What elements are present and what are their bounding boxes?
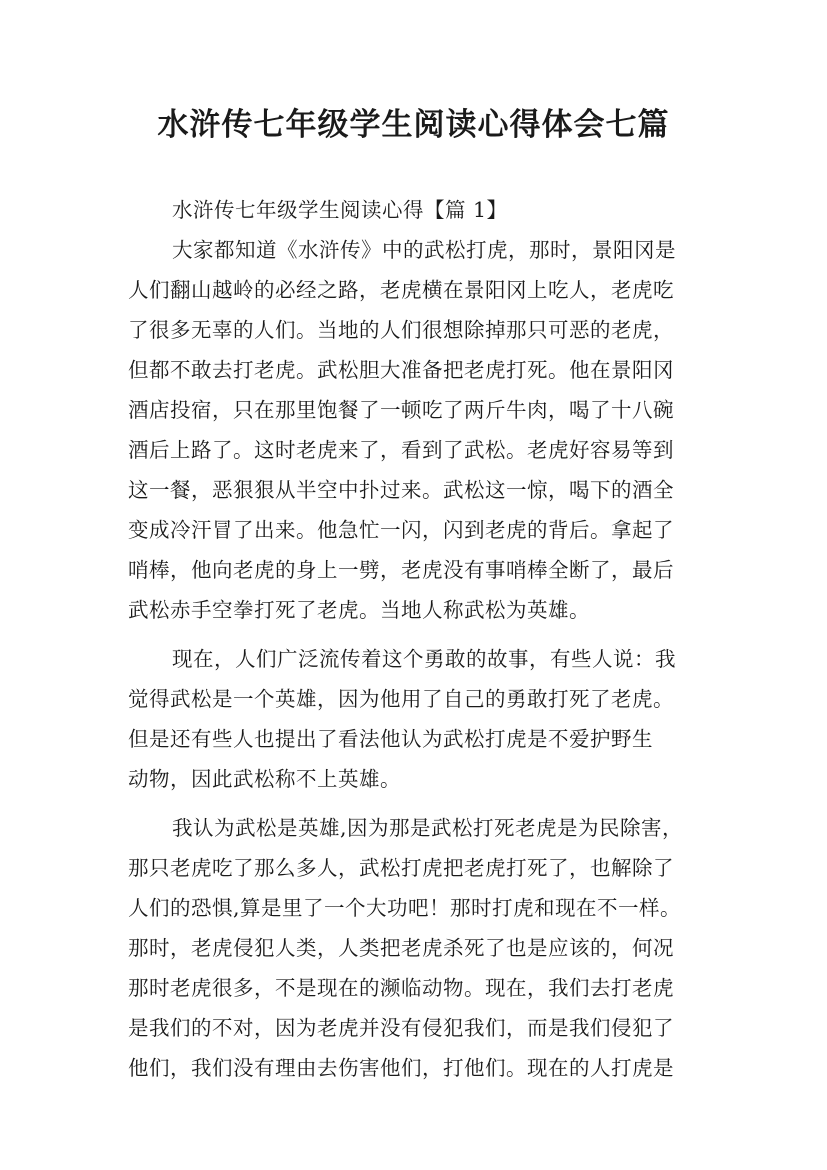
document-body: [128, 190, 708, 1088]
paragraph-line: 变成冷汗冒了出来。他急忙一闪，闪到老虎的背后。拿起了: [128, 518, 674, 542]
paragraph-line: 动物，因此武松称不上英雄。: [128, 767, 401, 791]
document-title: 水浒传七年级学生阅读心得体会七篇: [157, 107, 670, 143]
paragraph-line: 那只老虎吃了那么多人，武松打虎把老虎打死了，也解除了: [128, 856, 674, 880]
paragraph-line: 哨棒，他向老虎的身上一劈，老虎没有事哨棒全断了，最后: [128, 558, 674, 582]
paragraph-line: 是我们的不对，因为老虎并没有侵犯我们，而是我们侵犯了: [128, 1016, 674, 1040]
paragraph-line: 那时老虎很多，不是现在的濒临动物。现在，我们去打老虎: [128, 976, 674, 1000]
paragraph-3: [128, 808, 708, 1088]
paragraph-line: 人们的恐惧,算是里了一个大功吧！那时打虎和现在不一样。: [128, 896, 682, 920]
paragraph-line: 觉得武松是一个英雄，因为他用了自己的勇敢打死了老虎。: [128, 687, 674, 711]
paragraph-line: 我认为武松是英雄,因为那是武松打死老虎是为民除害，: [172, 816, 684, 840]
paragraph-line: 大家都知道《水浒传》中的武松打虎，那时，景阳冈是: [172, 238, 676, 262]
paragraph-line: 武松赤手空拳打死了老虎。当地人称武松为英雄。: [128, 598, 590, 622]
section-heading: 水浒传七年级学生阅读心得【篇 1】: [172, 198, 508, 222]
paragraph-line: 人们翻山越岭的必经之路，老虎横在景阳冈上吃人，老虎吃: [128, 278, 674, 302]
paragraph-line: 酒店投宿，只在那里饱餐了一顿吃了两斤牛肉，喝了十八碗: [128, 398, 674, 422]
paragraph-2: [128, 639, 708, 799]
paragraph-line: 那时，老虎侵犯人类，人类把老虎杀死了也是应该的，何况: [128, 936, 674, 960]
paragraph-spacer: [128, 799, 708, 808]
paragraph-line: 但是还有些人也提出了看法他认为武松打虎是不爱护野生: [128, 727, 653, 751]
paragraph-line: 他们，我们没有理由去伤害他们，打他们。现在的人打虎是: [128, 1056, 674, 1080]
paragraph-line: 酒后上路了。这时老虎来了，看到了武松。老虎好容易等到: [128, 438, 674, 462]
paragraph-line: 但都不敢去打老虎。武松胆大准备把老虎打死。他在景阳冈: [128, 358, 674, 382]
paragraph-line: 了很多无辜的人们。当地的人们很想除掉那只可恶的老虎，: [128, 318, 674, 342]
paragraph-spacer: [128, 630, 708, 639]
paragraph-line: 这一餐，恶狠狠从半空中扑过来。武松这一惊，喝下的酒全: [128, 478, 674, 502]
paragraph-1: [128, 230, 708, 630]
paragraph-line: 现在，人们广泛流传着这个勇敢的故事，有些人说：我: [172, 647, 676, 671]
